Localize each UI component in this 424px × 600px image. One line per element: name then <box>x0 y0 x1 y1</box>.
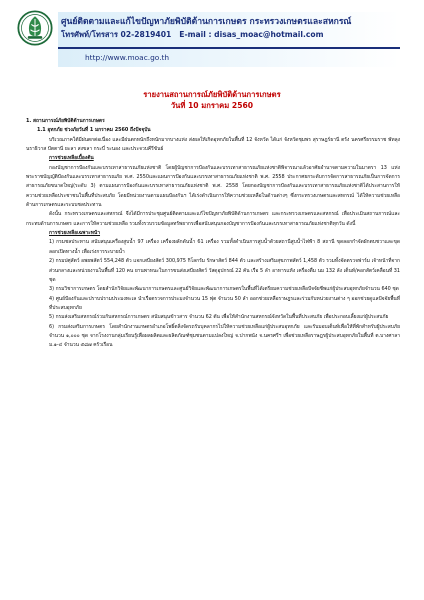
report-date: วันที่ 10 มกราคม 2560 <box>170 101 254 110</box>
report-body <box>26 117 400 351</box>
agency-name: ศูนย์ติดตามและแก้ไขปัญหาภัยพิบัติด้านการเกษตร กระทรวงเกษตรและสหกรณ์ <box>61 17 352 27</box>
command-center-paragraph: กองบัญชาการป้องกันและบรรเทาสาธารณภัยแห่งชาติ โดยผู้บัญชาการป้องกันและบรรเทาสาธารณภัยแห่งชาติพิจารณาแล้วอาศัยอำนาจตามความในมาตรา 13 แห่งพระราชบัญญัติป้องกันและบรรเทาสาธารณภัย พ.ศ. 2550และแผนการป้องกันและบรรเทาสาธารณภัยแห่งชาติ พ.ศ. 2558 ประกาศยกระดับการจัดการสาธารณภัยเป็นการจัดการสาธารณภัยขนาดใหญ่(ระดับ 3) ตามแผนการป้องกันและบรรเทาสาธารณภัยแห่งชาติ พ.ศ. 2558 โดยกองบัญชาการป้องกันและบรรเทาสาธารณภัยแห่งชาติได้ประสานการให้ความช่วยเหลือประชาชนในพื้นที่ประสบภัย โดยมีหน่วยงานตามแผนป้องกันฯ ได้เร่งดำเนินการให้ความช่วยเหลือในด้านต่างๆ ซึ่งกระทรวงเกษตรและสหกรณ์ ได้ให้ความช่วยเหลือด้านการเกษตรและระบบชลประทาน <box>26 164 400 209</box>
website-link[interactable]: http://www.moac.go.th <box>85 53 170 62</box>
ministry-meeting-paragraph: ดังนั้น กระทรวงเกษตรและสหกรณ์ จึงได้มีการประชุมศูนย์ติดตามและแก้ไขปัญหาภัยพิบัติด้านการเกษตร และกระทรวงเกษตรและสหกรณ์ เพื่อประเมินสถานการณ์และกระทบด้านการเกษตร และการให้ความช่วยเหลือ รวมทั้งรวบรวมข้อมูลทรัพยากรเพื่อสนับสนุนกองบัญชาการป้องกันและบรรเทาสาธารณภัยแห่งชาติทุกวัน ดังนี้ <box>26 211 400 227</box>
report-title: รายงานสถานการณ์ภัยพิบัติด้านการเกษตร <box>143 90 281 99</box>
flood-situation-paragraph: บริเวณภาคใต้มีฝนตกต่อเนื่อง และมีฝนตกหนักถึงหนักมากบางแห่ง ส่งผลให้เกิดอุทกภัยในพื้นที่ 12 จังหวัด ได้แก่ จังหวัดชุมพร สุราษฎร์ธานี ตรัง นครศรีธรรมราช พัทลุง นราธิวาส ปัตตานี ยะลา สงขลา กระบี่ ระนอง และประจวบคีรีขันธ์ <box>26 136 400 153</box>
immediate-assistance-heading: การช่วยเหลือเฉพาะหน้า <box>49 230 101 237</box>
section-heading-situation: 1. สถานการณ์ภัยพิบัติด้านการเกษตร <box>26 118 105 124</box>
subsection-heading-flood: 1.1 อุทกภัย ช่วงภัยวันที่ 1 มกราคม 2560 ถึงปัจจุบัน <box>37 127 151 134</box>
assistance-item-livestock: 2) กรมปศุสัตว์ อพยพสัตว์ 554,248 ตัว แจกเสบียงสัตว์ 300,975 กิโลกรัม รักษาสัตว์ 844 ตัว และสร้างเสริมสุขภาพสัตว์ 1,458 ตัว รวมทั้งจัดตรวจฟาร์ม เจ้าหน้าที่จากส่วนกลางและหน่วยงานในพื้นที่ 120 คน ยานพาหนะในการขนส่งเสบียงสัตว์ วัสดุอุปกรณ์ 22 คัน เรือ 5 ลำ อาหารแห้ง เครื่องดื่ม นม 132 ลัง เต็นท์/คอกสัตว์เคลื่อนที่ 31 ชุด <box>49 258 400 283</box>
contact-phone: โทรศัพท์/โทรสาร 02-2819401 <box>61 30 172 39</box>
contact-email: E-mail : disas_moac@hotmail.com <box>179 30 324 39</box>
header-divider <box>58 47 400 49</box>
assistance-item-cooperatives: 5) กรมส่งเสริมสหกรณ์ร่วมกับสหกรณ์การเกษตร สนับสนุนข้าวสาร จำนวน 62 ตัน เพื่อให้สำนักงานสหกรณ์จังหวัดในพื้นที่ประสบภัย เพื่อประกอบเลี้ยงแก่ผู้ประสบภัย <box>49 314 389 321</box>
assistance-item-irrigation: 1) กรมชลประทาน สนับสนุนเครื่องสูบน้ำ 97 เครื่อง เครื่องผลักดันน้ำ 61 เครื่อง รวมทั้งดำเนินการสูบน้ำด้วยสถานีสูบน้ำไฟฟ้า 8 สถานี ขุดลอกกำจัดผักตบชวาและขุดลอกเปิดทางน้ำ เพื่อเร่งการระบายน้ำ <box>49 239 400 255</box>
letterhead <box>0 0 424 80</box>
ministry-seal-icon <box>17 10 53 46</box>
contact-line <box>61 29 324 41</box>
assistance-item-fisheries: 4) ศูนย์ป้องกันและปราบปรามประมงทะเล นำเรือตรวจการประมงจำนวน 15 ฟุต จำนวน 50 ลำ ออกช่วยเหลือราษฎรและร่วมกับหน่วยงานต่าง ๆ ออกช่วยดูแลปัจจัยพื้นที่ที่ประสบอุทกภัย <box>49 295 400 311</box>
initial-assistance-heading: การช่วยเหลือเบื้องต้น <box>49 155 94 162</box>
assistance-item-agriculture-research: 3) กรมวิชาการเกษตร โดยสำนักวิจัยและพัฒนาการเกษตรและศูนย์วิจัยและพัฒนาการเกษตรในพื้นที่ได้เตรียมความช่วยเหลือปัจจัยชีพแก่ผู้ประสบอุทกภัยจำนวน 640 ชุด <box>49 286 399 293</box>
assistance-item-extension: 6) กรมส่งเสริมการเกษตร โดยสำนักงานเกษตรอำเภอโพธิ์ตลิ่งจัดรถรับบุคลากรไปให้ความช่วยเหลือแก่ผู้ประสบอุทกภัย และรับมอบเต็นท์เพื่อให้ที่พักสำหรับผู้ประสบภัย จำนวน ๑,๐๐๐ ชุด จากโรงงานกลุ่มเรียนรู้เพื่อผลผลิตและผลิตภัณฑ์ชุมชนตามแปลงใหญ่ จ.ปากพนัง จ.นครศรีฯ เพื่อช่วยเหลือราษฎรผู้ประสบอุทกภัยในพื้นที่ ต.บางศาลา ม.๑-๔ จำนวน ๕๘๗ ครัวเรือน <box>49 323 400 349</box>
